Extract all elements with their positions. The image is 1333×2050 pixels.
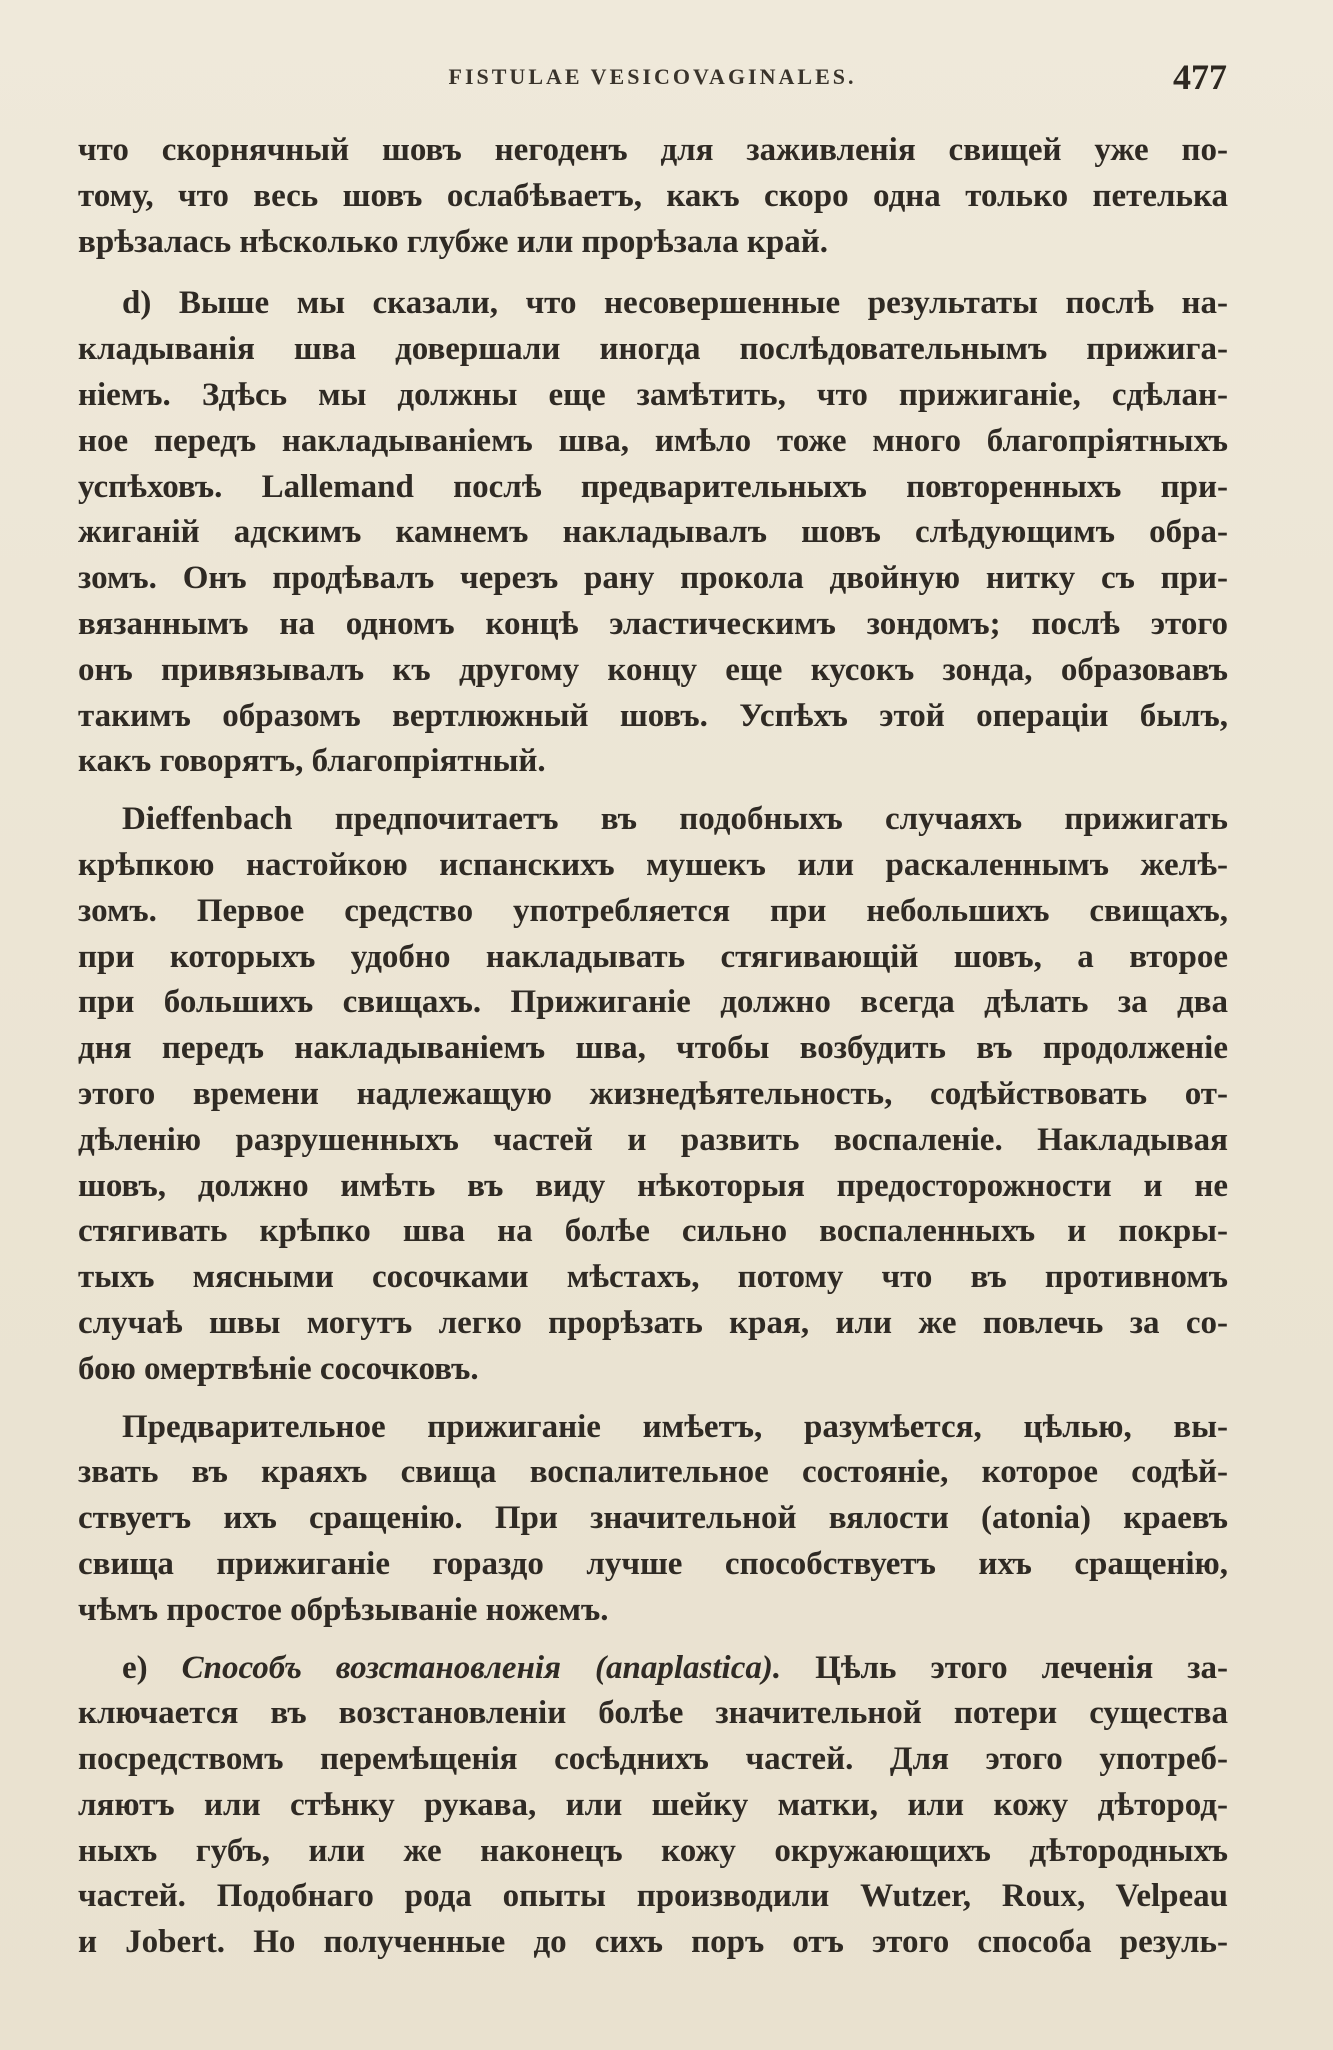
text-line: тому, что весь шовъ ослабѣваетъ, какъ скоро одна только петелька xyxy=(78,177,1228,214)
paragraph-4 xyxy=(78,1405,1228,1634)
text-line: тыхъ мясными сосочками мѣстахъ, потому что въ противномъ xyxy=(78,1259,1228,1296)
paragraph-5 xyxy=(78,1646,1228,1967)
text-line: шовъ, должно имѣть въ виду нѣкоторыя предосторожности и не xyxy=(78,1167,1228,1204)
text-line: зомъ. Первое средство употребляется при небольшихъ свищахъ, xyxy=(78,892,1228,929)
text-line: врѣзалась нѣсколько глубже или прорѣзала край. xyxy=(78,223,829,260)
text-line: этого времени надлежащую жизнедѣятельность, содѣйствовать от- xyxy=(78,1075,1228,1112)
text-line: какъ говорятъ, благопріятный. xyxy=(78,743,546,780)
text-fragment: Цѣль этого леченія за- xyxy=(781,1649,1228,1686)
text-line: жиганій адскимъ камнемъ накладывалъ шовъ слѣдующимъ обра- xyxy=(78,514,1228,551)
text-line: онъ привязывалъ къ другому концу еще кусокъ зонда, образовавъ xyxy=(78,651,1228,688)
text-line: ныхъ губъ, или же наконецъ кожу окружающихъ дѣтородныхъ xyxy=(78,1832,1228,1869)
text-line: свища прижиганіе гораздо лучше способствуетъ ихъ сращенію, xyxy=(78,1545,1228,1582)
text-line: при которыхъ удобно накладывать стягивающій шовъ, а второе xyxy=(78,938,1228,975)
text-line: ніемъ. Здѣсь мы должны еще замѣтить, что прижиганіе, сдѣлан- xyxy=(78,376,1228,413)
text-line: частей. Подобнаго рода опыты производили Wutzer, Roux, Velpeau xyxy=(78,1878,1228,1915)
page-header xyxy=(78,52,1227,102)
text-line: ключается въ возстановленіи болѣе значительной потери существа xyxy=(78,1695,1228,1732)
text-line: успѣховъ. Lallemand послѣ предварительныхъ повторенныхъ при- xyxy=(78,468,1228,505)
text-line: бою омертвѣніе сосочковъ. xyxy=(78,1350,479,1387)
text-line: дѣленію разрушенныхъ частей и развить воспаленіе. Накладывая xyxy=(78,1121,1228,1158)
text-line: Предварительное прижиганіе имѣетъ, разумѣется, цѣлью, вы- xyxy=(122,1408,1228,1445)
text-line-mixed xyxy=(78,1646,1228,1692)
text-line: случаѣ швы могутъ легко прорѣзать края, или же повлечь за со- xyxy=(78,1304,1228,1341)
text-line: зомъ. Онъ продѣвалъ черезъ рану прокола двойную нитку съ при- xyxy=(78,560,1228,597)
text-line: крѣпкою настойкою испанскихъ мушекъ или раскаленнымъ желѣ- xyxy=(78,846,1228,883)
running-title: FISTULAE VESICOVAGINALES. xyxy=(448,64,857,89)
text-line: вязаннымъ на одномъ концѣ эластическимъ зондомъ; послѣ этого xyxy=(78,605,1228,642)
text-line: ствуетъ ихъ сращенію. При значительной вялости (atonia) краевъ xyxy=(78,1500,1228,1537)
text-line: чѣмъ простое обрѣзываніе ножемъ. xyxy=(78,1591,609,1628)
page-number: 477 xyxy=(1173,57,1227,97)
text-line: дня передъ накладываніемъ шва, чтобы возбудить въ продолженіе xyxy=(78,1030,1228,1067)
body-text xyxy=(78,128,1228,1978)
text-line: звать въ краяхъ свища воспалительное состояніе, которое содѣй- xyxy=(78,1454,1228,1491)
text-line: d) Выше мы сказали, что несовершенные результаты послѣ на- xyxy=(122,285,1228,322)
section-heading-italic: Способъ возстановленія (anaplastica). xyxy=(181,1649,782,1686)
text-line: стягивать крѣпко шва на болѣе сильно воспаленныхъ и покры- xyxy=(78,1213,1228,1250)
text-line: при большихъ свищахъ. Прижиганіе должно всегда дѣлать за два xyxy=(78,984,1228,1021)
paragraph-1 xyxy=(78,128,1228,265)
text-line: Dieffenbach предпочитаетъ въ подобныхъ случаяхъ прижигать xyxy=(122,801,1228,838)
text-line: кладыванія шва довершали иногда послѣдовательнымъ прижига- xyxy=(78,331,1228,368)
paragraph-3 xyxy=(78,797,1228,1392)
text-line: что скорнячный шовъ негоденъ для заживленія свищей уже по- xyxy=(78,132,1228,168)
text-line: ляютъ или стѣнку рукава, или шейку матки, или кожу дѣтород- xyxy=(78,1786,1228,1823)
paragraph-2 xyxy=(78,281,1228,785)
text-line: посредствомъ перемѣщенія сосѣднихъ частей. Для этого употреб- xyxy=(78,1741,1228,1778)
text-line: ное передъ накладываніемъ шва, имѣло тоже много благопріятныхъ xyxy=(78,422,1228,459)
text-line: и Jobert. Но полученные до сихъ поръ отъ этого способа резуль- xyxy=(78,1924,1228,1961)
text-line: такимъ образомъ вертлюжный шовъ. Успѣхъ этой операціи былъ, xyxy=(78,697,1228,734)
list-marker: e) xyxy=(122,1649,182,1686)
